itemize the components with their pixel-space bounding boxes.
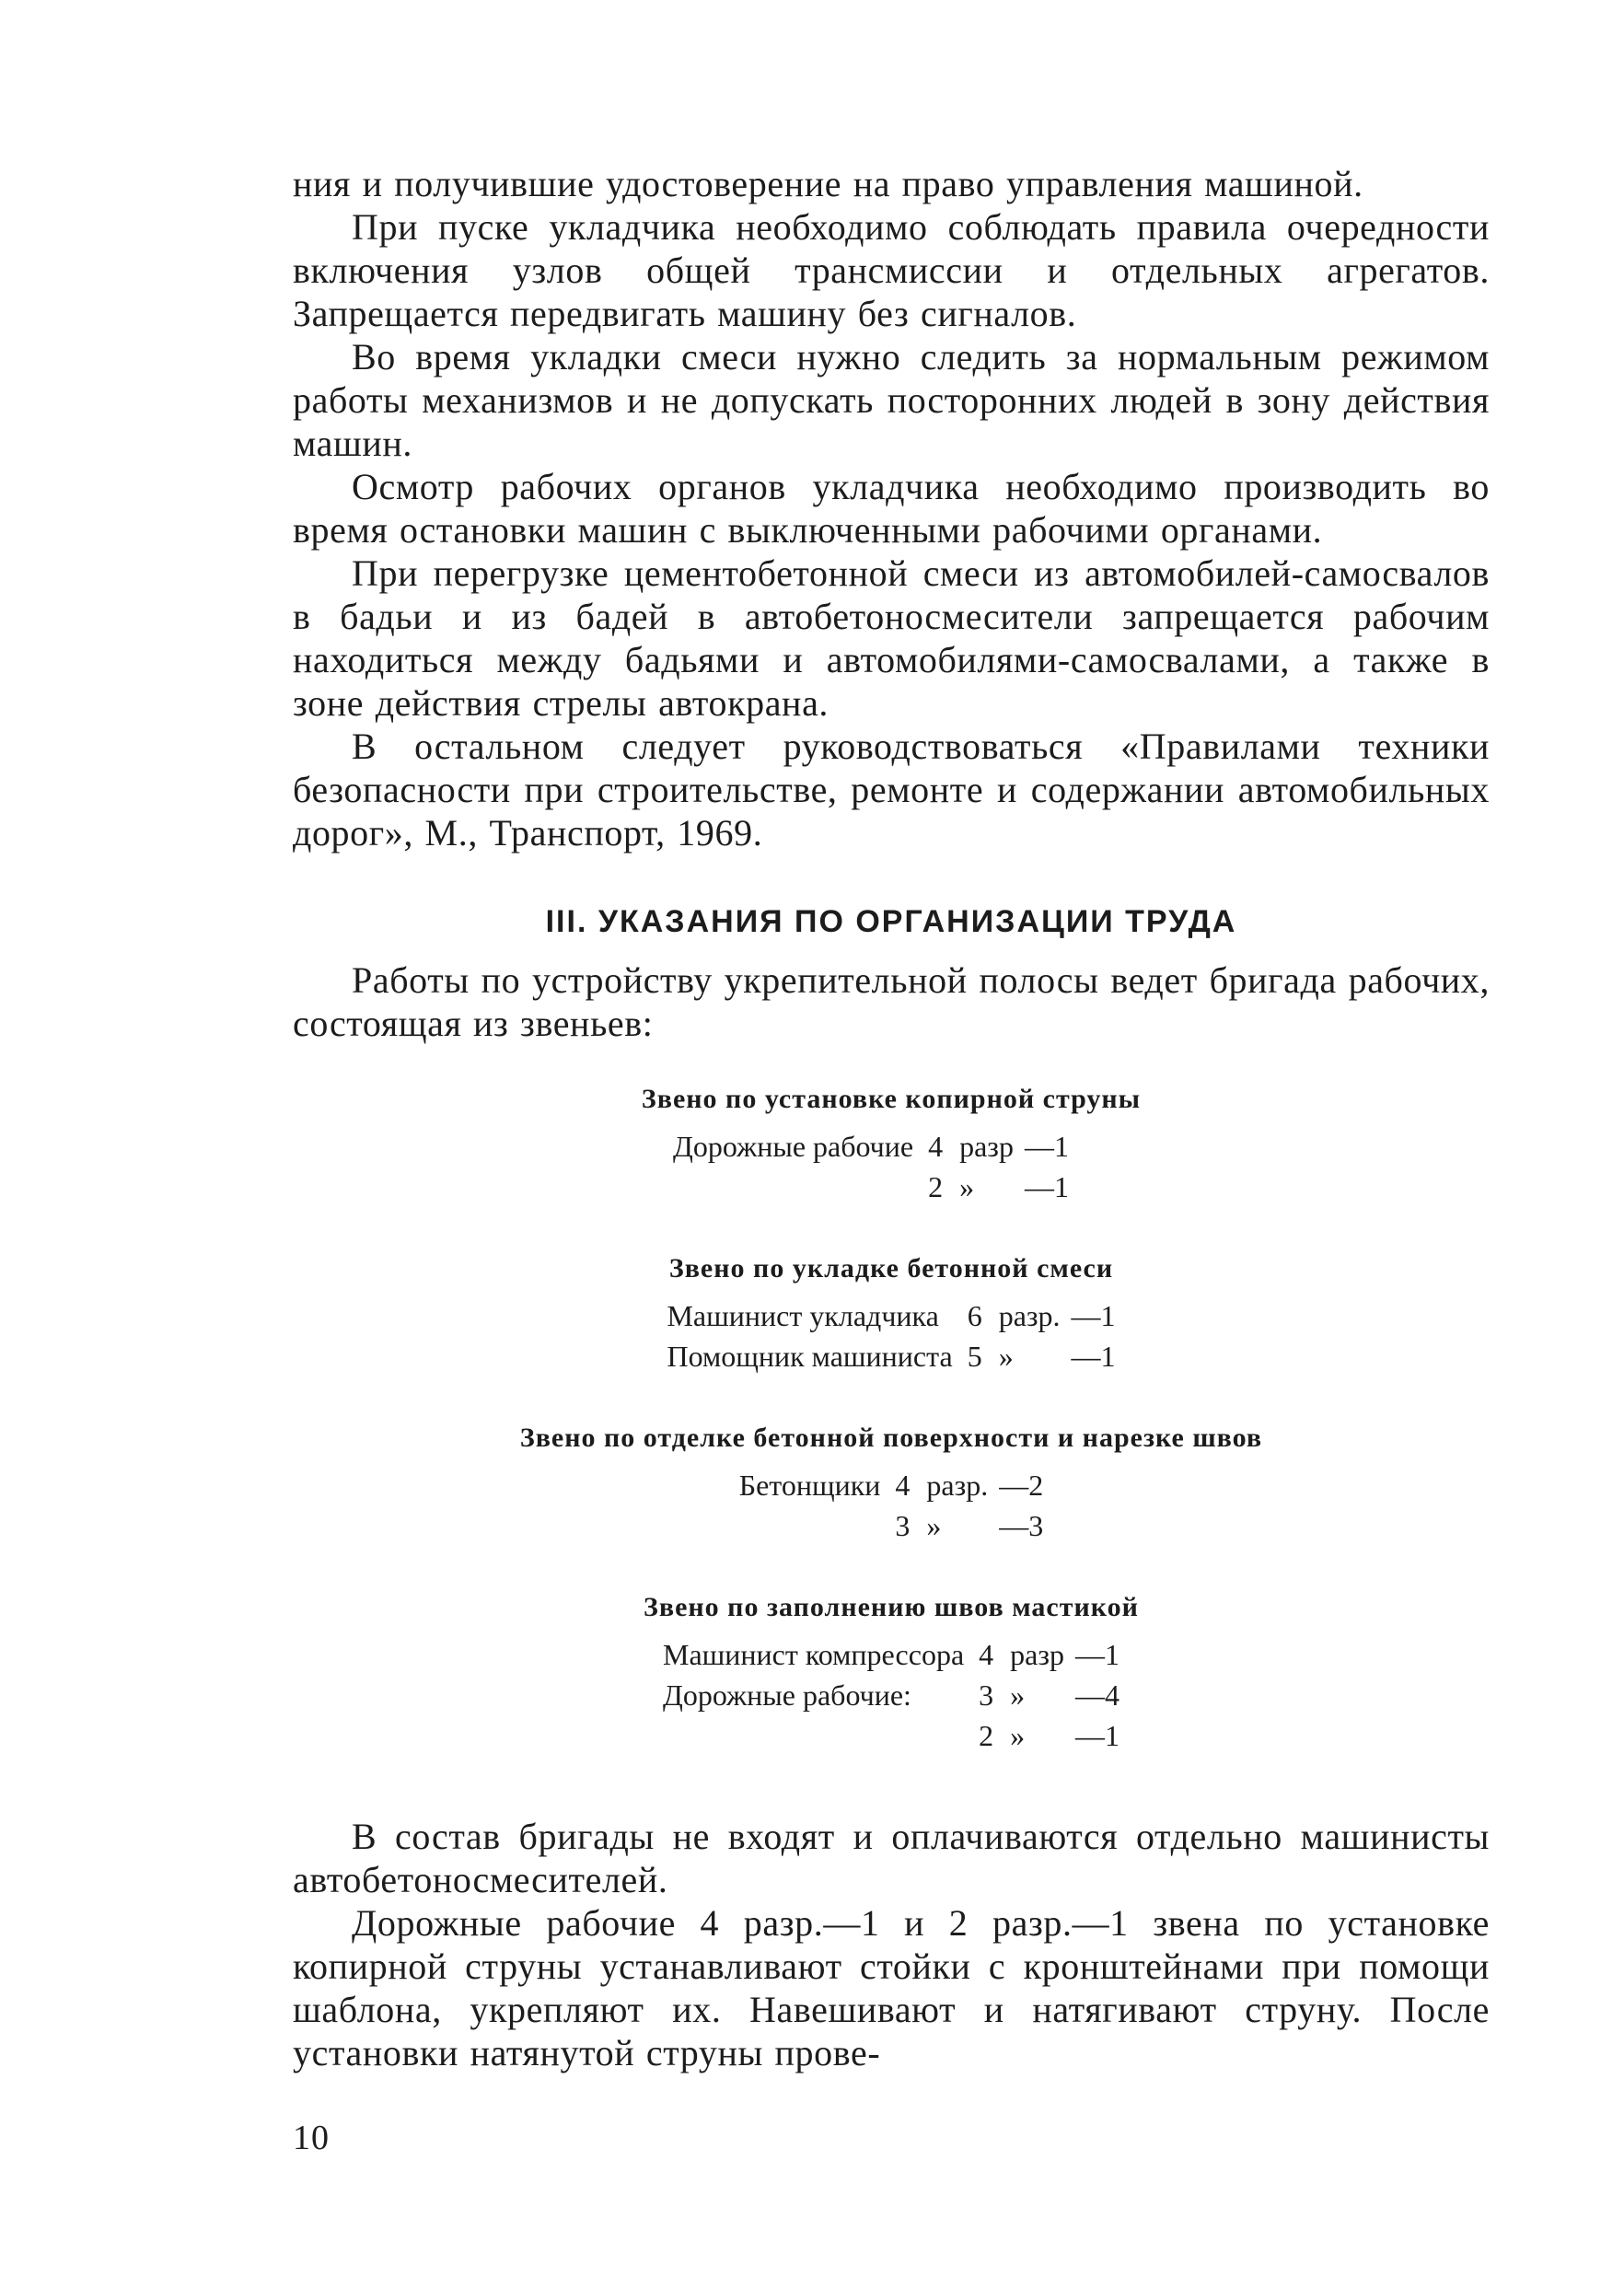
- crew-row: [659, 1336, 1122, 1376]
- crew-row: [655, 1675, 1127, 1715]
- crew-role: Помощник машиниста: [667, 1340, 953, 1373]
- crew-count: —1: [1075, 1638, 1119, 1671]
- crew-rank: 4: [895, 1469, 911, 1502]
- crew-row: [655, 1715, 1127, 1756]
- crew-role: [655, 1715, 971, 1756]
- crew-count: —1: [1071, 1340, 1116, 1373]
- crew-role: [732, 1505, 888, 1546]
- crew-rank: 2: [979, 1719, 994, 1752]
- crew-count: —3: [999, 1509, 1044, 1542]
- text-column: [293, 162, 1490, 2074]
- paragraph-inspection: Осмотр рабочих органов укладчика необходимо производить во время остановки машин с выключенными рабочими органами.: [293, 466, 1490, 551]
- section-heading: III. УКАЗАНИЯ ПО ОРГАНИЗАЦИИ ТРУДА: [545, 904, 1237, 939]
- crew-role: Машинист укладчика: [667, 1299, 939, 1332]
- paragraph-safety-rules: В остальном следует руководствоваться «Правилами техники безопасности при строительстве, ремонте и содержании автомобильных дорог», М., Транспорт, 1969.: [293, 726, 1490, 854]
- paragraph-continuation: ния и получившие удостоверение на право управления машиной.: [293, 163, 1363, 204]
- paragraph-string-installation: Дорожные рабочие 4 разр.—1 и 2 разр.—1 звена по установке копирной струны устанавливают стойки с кронштейнами при помощи шаблона, укрепляют их. Навешивают и натягивают струну. После установки натянутой струны прове-: [293, 1902, 1490, 2073]
- crew-table: [655, 1634, 1127, 1756]
- crew-row: [655, 1634, 1127, 1675]
- crew-rank: 4: [928, 1130, 944, 1163]
- crew-row: [666, 1167, 1076, 1207]
- crew-role: [666, 1167, 921, 1207]
- crew-count: —2: [999, 1469, 1044, 1502]
- crew-rank: 3: [895, 1509, 911, 1542]
- paragraph-machine-start: При пуске укладчика необходимо соблюдать правила очередности включения узлов общей трансмиссии и отдельных агрегатов. Запрещается передвигать машину без сигналов.: [293, 206, 1490, 334]
- crew-block: [293, 1084, 1490, 1207]
- crew-title: Звено по отделке бетонной поверхности и нарезке швов: [519, 1423, 1263, 1453]
- crew-count: —1: [1024, 1130, 1069, 1163]
- crew-rank: 4: [979, 1638, 994, 1671]
- crew-unit: »: [1010, 1719, 1026, 1752]
- paragraph-reloading: При перегрузке цементобетонной смеси из автомобилей-самосвалов в бадьи и из бадей в автобетоносмесители запрещается рабочим находиться между бадьями и автомобилями-самосвалами, а также в зоне действия стрелы автокрана.: [293, 552, 1490, 724]
- crew-role: Дорожные рабочие: [673, 1130, 914, 1163]
- crew-role: Бетонщики: [738, 1469, 881, 1502]
- crew-count: —1: [1071, 1299, 1116, 1332]
- section-intro: Работы по устройству укрепительной полосы ведет бригада рабочих, состоящая из звеньев:: [293, 959, 1490, 1044]
- crew-count: —1: [1024, 1170, 1069, 1203]
- crew-table: [659, 1295, 1122, 1376]
- crew-block: [293, 1423, 1490, 1546]
- crew-unit: »: [926, 1509, 942, 1542]
- crew-block: [293, 1592, 1490, 1756]
- crew-title: Звено по установке копирной струны: [641, 1084, 1142, 1114]
- crew-unit: разр.: [998, 1299, 1061, 1332]
- crew-unit: »: [959, 1170, 975, 1203]
- page-number: 10: [293, 2119, 330, 2157]
- crew-rank: 5: [967, 1340, 982, 1373]
- crew-rank: 6: [967, 1299, 982, 1332]
- crew-rank: 3: [979, 1678, 994, 1712]
- crew-unit: »: [998, 1340, 1014, 1373]
- paragraph-laying-mode: Во время укладки смеси нужно следить за нормальным режимом работы механизмов и не допускать посторонних людей в зону действия машин.: [293, 336, 1490, 464]
- crew-rank: 2: [928, 1170, 944, 1203]
- paragraph-brigade-composition: В состав бригады не входят и оплачиваются отдельно машинисты автобетоносмесителей.: [293, 1816, 1490, 1900]
- crew-unit: разр: [1010, 1638, 1064, 1671]
- crew-table: [732, 1465, 1051, 1546]
- crew-unit: разр: [959, 1130, 1014, 1163]
- crew-row: [732, 1465, 1051, 1505]
- crew-table: [666, 1126, 1076, 1207]
- crew-title: Звено по заполнению швов мастикой: [644, 1592, 1139, 1622]
- crew-row: [666, 1126, 1076, 1167]
- crew-row: [659, 1295, 1122, 1336]
- crew-count: —1: [1075, 1719, 1119, 1752]
- crew-role: Дорожные рабочие:: [663, 1678, 911, 1712]
- crew-unit: разр.: [926, 1469, 989, 1502]
- crew-block: [293, 1253, 1490, 1376]
- crew-role: Машинист компрессора: [663, 1638, 965, 1671]
- crew-unit: »: [1010, 1678, 1026, 1712]
- crew-title: Звено по укладке бетонной смеси: [668, 1253, 1114, 1283]
- crew-count: —4: [1075, 1678, 1119, 1712]
- crew-row: [732, 1505, 1051, 1546]
